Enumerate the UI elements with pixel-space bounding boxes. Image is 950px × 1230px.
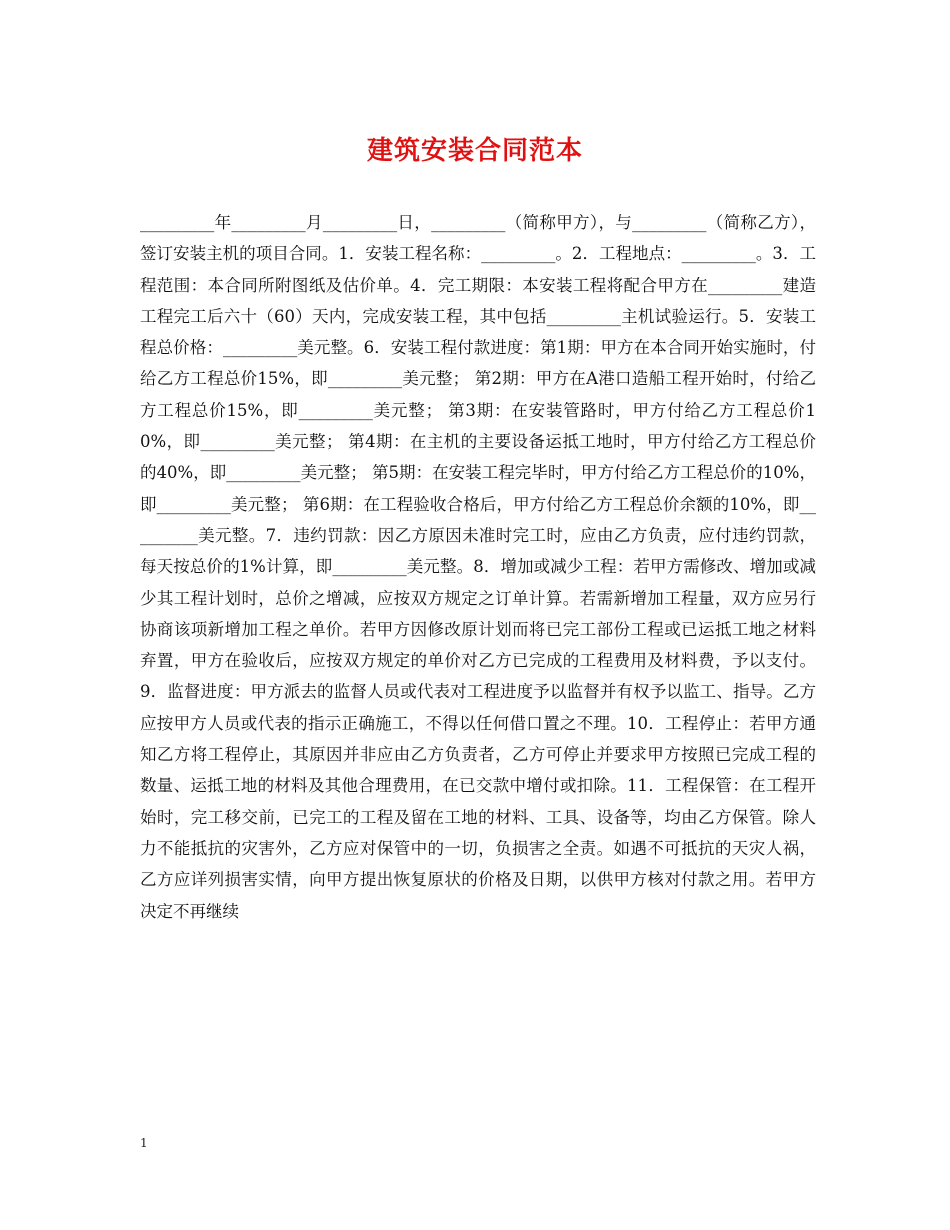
- page-number: 1: [140, 1136, 148, 1150]
- document-title: 建筑安装合同范本: [366, 136, 583, 166]
- document-body: _________年_________月_________日，_________（简称甲方），与_________（简称乙方），签订安装主机的项目合同。1．安装工程名称：_________。2．工程地点：_________。3．工程范围：本合同所附图纸及估价单。4．完工期限：本安装工程将配合甲方在_________建造工程完工后六十（60）天内，完成安装工程，其中包括_________主机试验运行。5．安装工程总价格：_________美元整。6．安装工程付款进度：第1期：甲方在本合同开始实施时，付给乙方工程总价15%，即_________美元整； 第2期：甲方在A港口造船工程开始时，付给乙方工程总价15%，即_________美元整； 第3期：在安装管路时，甲方付给乙方工程总价10%，即_________美元整； 第4期：在主机的主要设备运抵工地时，甲方付给乙方工程总价的40%，即_________美元整； 第5期：在安装工程完毕时，甲方付给乙方工程总价的10%，即_________美元整； 第6期：在工程验收合格后，甲方付给乙方工程总价余额的10%，即_________美元整。7．违约罚款：因乙方原因未准时完工时，应由乙方负责，应付违约罚款，每天按总价的1%计算，即_________美元整。8．增加或减少工程：若甲方需修改、增加或减少其工程计划时，总价之增减，应按双方规定之订单计算。若需新增加工程量，双方应另行协商该项新增加工程之单价。若甲方因修改原计划而将已完工部份工程或已运抵工地之材料弃置，甲方在验收后，应按双方规定的单价对乙方已完成的工程费用及材料费，予以支付。9．监督进度：甲方派去的监督人员或代表对工程进度予以监督并有权予以监工、指导。乙方应按甲方人员或代表的指示正确施工，不得以任何借口置之不理。10．工程停止：若甲方通知乙方将工程停止，其原因并非应由乙方负责者，乙方可停止并要求甲方按照已完成工程的数量、运抵工地的材料及其他合理费用，在已交款中增付或扣除。11．工程保管：在工程开始时，完工移交前，已完工的工程及留在工地的材料、工具、设备等，均由乙方保管。除人力不能抵抗的灾害外，乙方应对保管中的一切，负损害之全责。如遇不可抵抗的天灾人祸，乙方应详列损害实情，向甲方提出恢复原状的价格及日期，以供甲方核对付款之用。若甲方决定不再继续: [140, 213, 816, 921]
